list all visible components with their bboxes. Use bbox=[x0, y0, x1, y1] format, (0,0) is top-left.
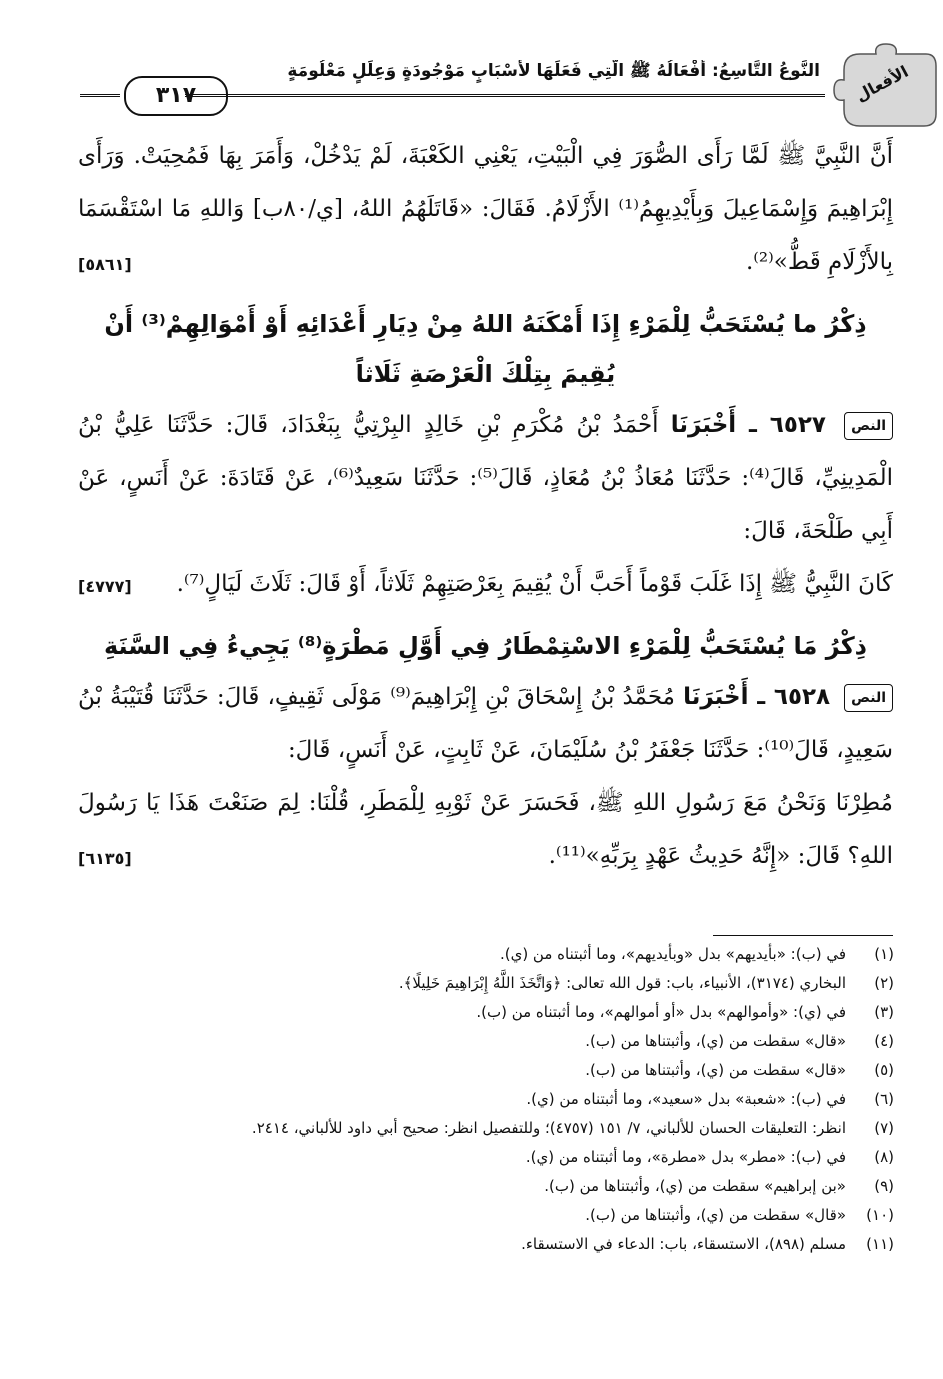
footnote-number: (٨) bbox=[874, 1148, 894, 1166]
hadith-6527-matn bbox=[78, 558, 893, 611]
main-text bbox=[78, 130, 893, 885]
footnote bbox=[64, 1085, 894, 1114]
footnote-text: «قال» سقطت من (ي)، وأثبتناها من (ب). bbox=[585, 1032, 846, 1050]
paragraph-1-ref: [٥٨٦١] bbox=[78, 255, 132, 274]
footnote-number: (٤) bbox=[874, 1032, 894, 1050]
hadith-6527-isnad bbox=[78, 399, 893, 558]
footnote-number: (١١) bbox=[866, 1235, 894, 1253]
hadith-6527-ref: [٤٧٧٧] bbox=[78, 577, 132, 596]
section-heading-2: ذِكْرُ مَا يُسْتَحَبُّ لِلْمَرْءِ الاسْتِمْطَارُ فِي أَوَّلِ مَطْرَةٍ⁽⁸⁾ يَجِيءُ فِي السَّنَةِ bbox=[104, 632, 867, 660]
footnote-number: (٦) bbox=[874, 1090, 894, 1108]
footnote-number: (٧) bbox=[874, 1119, 894, 1137]
header-title: النَّوعُ التَّاسِعُ: أَفْعَالُهُ ﷺ الَّتِي فَعَلَهَا لأَسْبَابٍ مَوْجُودَةٍ وَعِلَلٍ مَعْلُومَةٍ bbox=[287, 61, 820, 81]
footnote bbox=[64, 1230, 894, 1259]
page-number: ٣١٧ bbox=[124, 76, 228, 116]
footnote-text: في (ب): «بأيديهم» بدل «وبأيديهم»، وما أثبتناه من (ي). bbox=[499, 945, 846, 963]
text-badge-icon: النص bbox=[844, 412, 893, 440]
page-number-rule-right bbox=[230, 94, 270, 97]
footnote-text: في (ب): «شعبة» بدل «سعيد»، وما أثبتناه من (ي). bbox=[526, 1090, 846, 1108]
footnote bbox=[64, 1114, 894, 1143]
hadith-6528-matn-text: مُطِرْنَا وَنَحْنُ مَعَ رَسُولِ اللهِ ﷺ، فَحَسَرَ عَنْ ثَوْبِهِ لِلْمَطَرِ، قُلْنَا: لِمَ صَنَعْتَ هَذَا يَا رَسُولَ اللهِ؟ قَالَ: «إِنَّهُ حَدِيثُ عَهْدٍ بِرَبِّهِ»⁽¹¹⁾. bbox=[78, 790, 893, 869]
footnote bbox=[64, 1056, 894, 1085]
footnote-text: «قال» سقطت من (ي)، وأثبتناها من (ب). bbox=[585, 1061, 846, 1079]
footnote-number: (١٠) bbox=[866, 1206, 894, 1224]
footnote-text: في (ي): «وأموالهم» بدل «أو أموالهم»، وما أثبتناه من (ب). bbox=[476, 1003, 846, 1021]
paragraph-1-text: أَنَّ النَّبِيَّ ﷺ لَمَّا رَأَى الصُّوَرَ فِي الْبَيْتِ، يَعْنِي الكَعْبَةَ، لَمْ يَدْخُلْ، وَأَمَرَ بِهَا فَمُحِيَتْ. وَرَأَى إِبْرَاهِيمَ وَإِسْمَاعِيلَ وَبِأَيْدِيهِمُ⁽¹⁾ الأَزْلَامُ. فَقَالَ: «قَاتَلَهُمُ اللهُ، [ي/٨٠ب] وَاللهِ مَا اسْتَقْسَمَا بِالأَزْلَامِ قَطُّ»⁽²⁾. bbox=[78, 143, 894, 275]
hadith-6527-number: ٦٥٢٧ ـ أَخْبَرَنَا bbox=[670, 412, 826, 438]
footnote bbox=[64, 1143, 894, 1172]
page-number-box bbox=[80, 74, 270, 118]
footnote-separator bbox=[713, 935, 893, 936]
footnote-number: (٩) bbox=[874, 1177, 894, 1195]
section-heading-1: ذِكْرُ ما يُسْتَحَبُّ لِلْمَرْءِ إِذَا أَمْكَنَهُ اللهُ مِنْ دِيَارِ أَعْدَائِهِ أَوْ أَمْوَالِهِمْ⁽³⁾ أَنْ يُقِيمَ بِتِلْكَ الْعَرْصَةِ ثَلَاثاً bbox=[104, 310, 867, 388]
page-header bbox=[60, 40, 940, 130]
hadith-6528-number: ٦٥٢٨ ـ أَخْبَرَنَا bbox=[683, 684, 831, 710]
footnote bbox=[64, 969, 894, 998]
footnote-text: «قال» سقطت من (ي)، وأثبتناها من (ب). bbox=[585, 1206, 846, 1224]
footnote bbox=[64, 1027, 894, 1056]
footnote-number: (٢) bbox=[874, 974, 894, 992]
hadith-6528-isnad-text: مُحَمَّدُ بْنُ إِسْحَاقَ بْنِ إِبْرَاهِيمَ⁽⁹⁾ مَوْلَى ثَقِيفٍ، قَالَ: حَدَّثَنَا قُتَيْبَةُ بْنُ سَعِيدٍ، قَالَ⁽¹⁰⁾: حَدَّثَنَا جَعْفَرُ بْنُ سُلَيْمَانَ، عَنْ ثَابِتٍ، عَنْ أَنَسٍ، قَالَ: bbox=[78, 684, 893, 763]
footnote bbox=[64, 1172, 894, 1201]
hadith-6528-matn bbox=[78, 777, 893, 883]
footnote bbox=[64, 1201, 894, 1230]
hadith-6528-ref: [٦١٣٥] bbox=[78, 849, 132, 868]
header-rule bbox=[185, 94, 825, 97]
puzzle-tab-label: الأفعال bbox=[852, 61, 912, 106]
footnote-text: في (ب): «مطر» بدل «مطرة»، وما أثبتناه من (ي). bbox=[525, 1148, 846, 1166]
footnote-text: مسلم (٨٩٨)، الاستسقاء، باب: الدعاء في الاستسقاء. bbox=[521, 1235, 846, 1253]
footnote-number: (٥) bbox=[874, 1061, 894, 1079]
footnote-number: (٣) bbox=[874, 1003, 894, 1021]
puzzle-tab-icon bbox=[830, 40, 940, 130]
footnote-number: (١) bbox=[874, 945, 894, 963]
page-number-rule-left bbox=[80, 94, 120, 97]
hadith-6527-isnad-text: أَحْمَدُ بْنُ مُكْرَمِ بْنِ خَالِدٍ البِرْتِيُّ بِبَغْدَادَ، قَالَ: حَدَّثَنَا عَلِيُّ بْنُ الْمَدِينِيِّ، قَالَ⁽⁴⁾: حَدَّثَنَا مُعَاذُ بْنُ مُعَاذٍ، قَالَ⁽⁵⁾: حَدَّثَنَا سَعِيدٌ⁽⁶⁾، عَنْ قَتَادَةَ: عَنْ أَنَسٍ، عَنْ أَبِي طَلْحَةَ، قَالَ: bbox=[78, 412, 893, 544]
paragraph-1 bbox=[78, 130, 893, 289]
footnote-text: انظر: التعليقات الحسان للألباني، ٧/ ١٥١ (٤٧٥٧)؛ وللتفصيل انظر: صحيح أبي داود للألباني، ٢٤١٤. bbox=[251, 1119, 846, 1137]
footnote bbox=[64, 998, 894, 1027]
hadith-6528-isnad bbox=[78, 671, 893, 777]
hadith-6527-matn-text: كَانَ النَّبِيُّ ﷺ إِذَا غَلَبَ قَوْماً أَحَبَّ أَنْ يُقِيمَ بِعَرْصَتِهِمْ ثَلَاثاً، أَوْ قَالَ: ثَلَاثَ لَيَالٍ⁽⁷⁾. bbox=[176, 571, 893, 597]
footnote-text: «بن إبراهيم» سقطت من (ي)، وأثبتناها من (ب). bbox=[544, 1177, 846, 1195]
footnote-text: البخاري (٣١٧٤)، الأنبياء، باب: قول الله تعالى: ﴿وَاتَّخَذَ اللَّهُ إِبْرَاهِيمَ خَلِيلًا﴾. bbox=[398, 974, 846, 992]
text-badge-icon: النص bbox=[844, 684, 893, 712]
footnote bbox=[64, 940, 894, 969]
footnotes bbox=[64, 940, 894, 1259]
